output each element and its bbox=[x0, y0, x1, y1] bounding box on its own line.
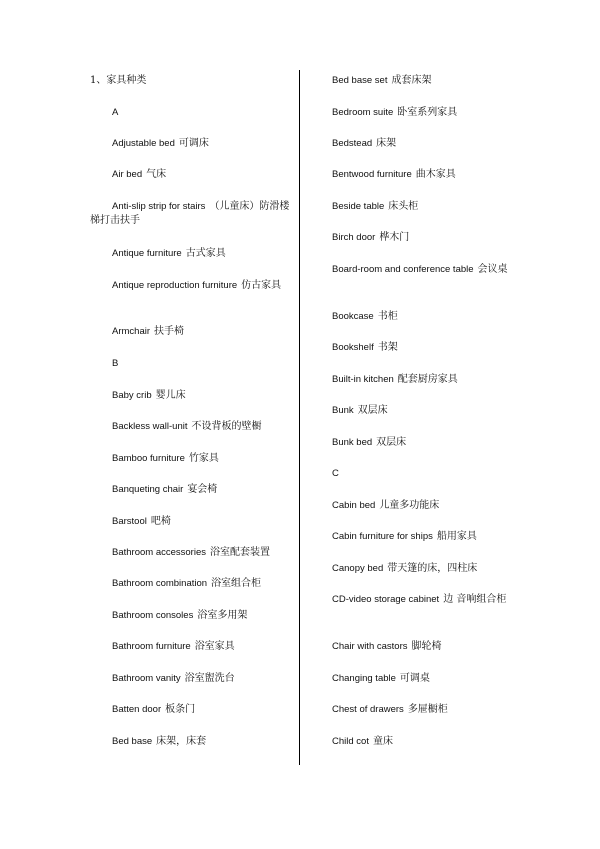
entry-zh: 浴室家具 bbox=[194, 641, 235, 652]
glossary-entry bbox=[332, 640, 534, 654]
entry-en: Baby crib bbox=[112, 390, 152, 401]
glossary-entry bbox=[332, 200, 534, 214]
glossary-entry bbox=[332, 106, 534, 120]
entry-en: Antique reproduction furniture bbox=[112, 280, 238, 291]
entry-en: Bedroom suite bbox=[332, 107, 394, 118]
glossary-entry bbox=[332, 672, 534, 686]
entry-en: Changing table bbox=[332, 673, 396, 684]
entry-en: Built-in kitchen bbox=[332, 374, 394, 385]
entry-zh: 扶手椅 bbox=[154, 326, 185, 337]
glossary-entry bbox=[312, 593, 514, 607]
glossary-entry bbox=[112, 577, 317, 591]
entry-zh: 成套床架 bbox=[391, 75, 432, 86]
entry-zh: 板条门 bbox=[165, 704, 196, 715]
entry-zh: 气床 bbox=[146, 169, 167, 180]
glossary-entry bbox=[112, 247, 317, 261]
glossary-entry bbox=[332, 137, 534, 151]
entry-en: CD-video storage cabinet bbox=[332, 594, 440, 605]
glossary-entry bbox=[90, 200, 295, 228]
entry-zh: 宴会椅 bbox=[187, 484, 218, 495]
entry-zh: 古式家具 bbox=[185, 248, 226, 259]
glossary-entry bbox=[332, 562, 534, 576]
glossary-entry bbox=[332, 168, 534, 182]
entry-zh: 浴室盥洗台 bbox=[184, 673, 235, 684]
glossary-entry bbox=[332, 499, 534, 513]
glossary-entry bbox=[332, 404, 534, 418]
entry-en: Bamboo furniture bbox=[112, 453, 185, 464]
glossary-entry bbox=[312, 263, 514, 277]
entry-en: Bookshelf bbox=[332, 342, 374, 353]
entry-zh: 床架 bbox=[376, 138, 397, 149]
entry-zh: 会议桌 bbox=[477, 264, 508, 275]
entry-en: Bunk bbox=[332, 405, 354, 416]
entry-zh: 桦木门 bbox=[379, 232, 410, 243]
glossary-entry bbox=[112, 672, 317, 686]
glossary-entry bbox=[90, 279, 295, 293]
entry-zh: 双层床 bbox=[357, 405, 388, 416]
entry-en: Bed base set bbox=[332, 75, 388, 86]
glossary-entry bbox=[112, 452, 317, 466]
entry-zh: 竹家具 bbox=[188, 453, 219, 464]
entry-en: Antique furniture bbox=[112, 248, 182, 259]
entry-zh: 曲木家具 bbox=[415, 169, 456, 180]
glossary-entry bbox=[112, 703, 317, 717]
glossary-entry bbox=[332, 530, 534, 544]
entry-zh: 吧椅 bbox=[150, 516, 171, 527]
entry-zh: 婴儿床 bbox=[155, 390, 186, 401]
glossary-entry bbox=[112, 389, 317, 403]
entry-zh: 可调桌 bbox=[399, 673, 430, 684]
entry-zh: （儿童床）防滑楼梯打击扶手 bbox=[90, 201, 290, 226]
entry-en: Beside table bbox=[332, 201, 385, 212]
entry-zh: 儿童多功能床 bbox=[379, 500, 440, 511]
entry-zh: 童床 bbox=[372, 736, 393, 747]
letter-heading-c: C bbox=[332, 468, 339, 479]
entry-en: Bathroom combination bbox=[112, 578, 208, 589]
entry-en: Bathroom furniture bbox=[112, 641, 191, 652]
entry-zh: 卧室系列家具 bbox=[397, 107, 458, 118]
entry-en: Bentwood furniture bbox=[332, 169, 412, 180]
glossary-entry bbox=[332, 74, 534, 88]
entry-en: Banqueting chair bbox=[112, 484, 184, 495]
entry-en: Barstool bbox=[112, 516, 147, 527]
entry-zh: 多屉橱柜 bbox=[407, 704, 448, 715]
entry-zh: 船用家具 bbox=[436, 531, 477, 542]
glossary-entry bbox=[332, 373, 534, 387]
entry-zh: 可调床 bbox=[178, 138, 209, 149]
entry-en: Batten door bbox=[112, 704, 162, 715]
glossary-entry bbox=[112, 735, 317, 749]
entry-en: Bathroom vanity bbox=[112, 673, 181, 684]
entry-en: Bunk bed bbox=[332, 437, 373, 448]
entry-en: Bed base bbox=[112, 736, 153, 747]
entry-en: Chest of drawers bbox=[332, 704, 404, 715]
glossary-entry bbox=[112, 168, 317, 182]
entry-zh: 书架 bbox=[377, 342, 398, 353]
glossary-entry bbox=[112, 420, 317, 434]
entry-en: Bathroom accessories bbox=[112, 547, 206, 558]
entry-en: Backless wall-unit bbox=[112, 421, 188, 432]
entry-zh: 配套厨房家具 bbox=[397, 374, 458, 385]
entry-en: Armchair bbox=[112, 326, 151, 337]
glossary-entry bbox=[332, 231, 534, 245]
section-heading: 1、家具种类 bbox=[90, 75, 147, 86]
entry-en: Canopy bed bbox=[332, 563, 384, 574]
entry-zh: 浴室组合柜 bbox=[211, 578, 262, 589]
letter-heading-a: A bbox=[112, 107, 119, 118]
glossary-entry bbox=[332, 735, 534, 749]
entry-en: Cabin bed bbox=[332, 500, 376, 511]
glossary-entry bbox=[332, 341, 534, 355]
entry-en: Board-room and conference table bbox=[332, 264, 474, 275]
entry-zh: 浴室配套装置 bbox=[209, 547, 270, 558]
letter-heading-b: B bbox=[112, 358, 119, 369]
entry-zh: 书柜 bbox=[377, 311, 398, 322]
entry-en: Child cot bbox=[332, 736, 369, 747]
glossary-entry bbox=[332, 310, 534, 324]
entry-zh: 仿古家具 bbox=[241, 280, 282, 291]
entry-zh: 边 音响组合柜 bbox=[443, 594, 507, 605]
entry-en: Bedstead bbox=[332, 138, 373, 149]
entry-zh: 浴室多用架 bbox=[197, 610, 248, 621]
entry-zh: 脚轮椅 bbox=[411, 641, 442, 652]
entry-en: Adjustable bed bbox=[112, 138, 175, 149]
glossary-entry bbox=[112, 546, 317, 560]
entry-en: Bathroom consoles bbox=[112, 610, 194, 621]
entry-en: Chair with castors bbox=[332, 641, 408, 652]
glossary-entry bbox=[112, 609, 317, 623]
entry-en: Anti-slip strip for stairs bbox=[112, 201, 206, 212]
entry-zh: 不设背板的壁橱 bbox=[191, 421, 262, 432]
entry-zh: 带天篷的床，四柱床 bbox=[387, 563, 478, 574]
entry-en: Air bed bbox=[112, 169, 143, 180]
glossary-entry bbox=[112, 137, 317, 151]
glossary-entry bbox=[112, 640, 317, 654]
entry-en: Cabin furniture for ships bbox=[332, 531, 433, 542]
glossary-entry bbox=[332, 703, 534, 717]
glossary-entry bbox=[112, 515, 317, 529]
glossary-entry bbox=[112, 325, 317, 339]
entry-zh: 床头柜 bbox=[388, 201, 419, 212]
entry-en: Bookcase bbox=[332, 311, 374, 322]
glossary-entry bbox=[112, 483, 317, 497]
entry-en: Birch door bbox=[332, 232, 376, 243]
entry-zh: 床架，床套 bbox=[156, 736, 207, 747]
glossary-entry bbox=[332, 436, 534, 450]
entry-zh: 双层床 bbox=[376, 437, 407, 448]
